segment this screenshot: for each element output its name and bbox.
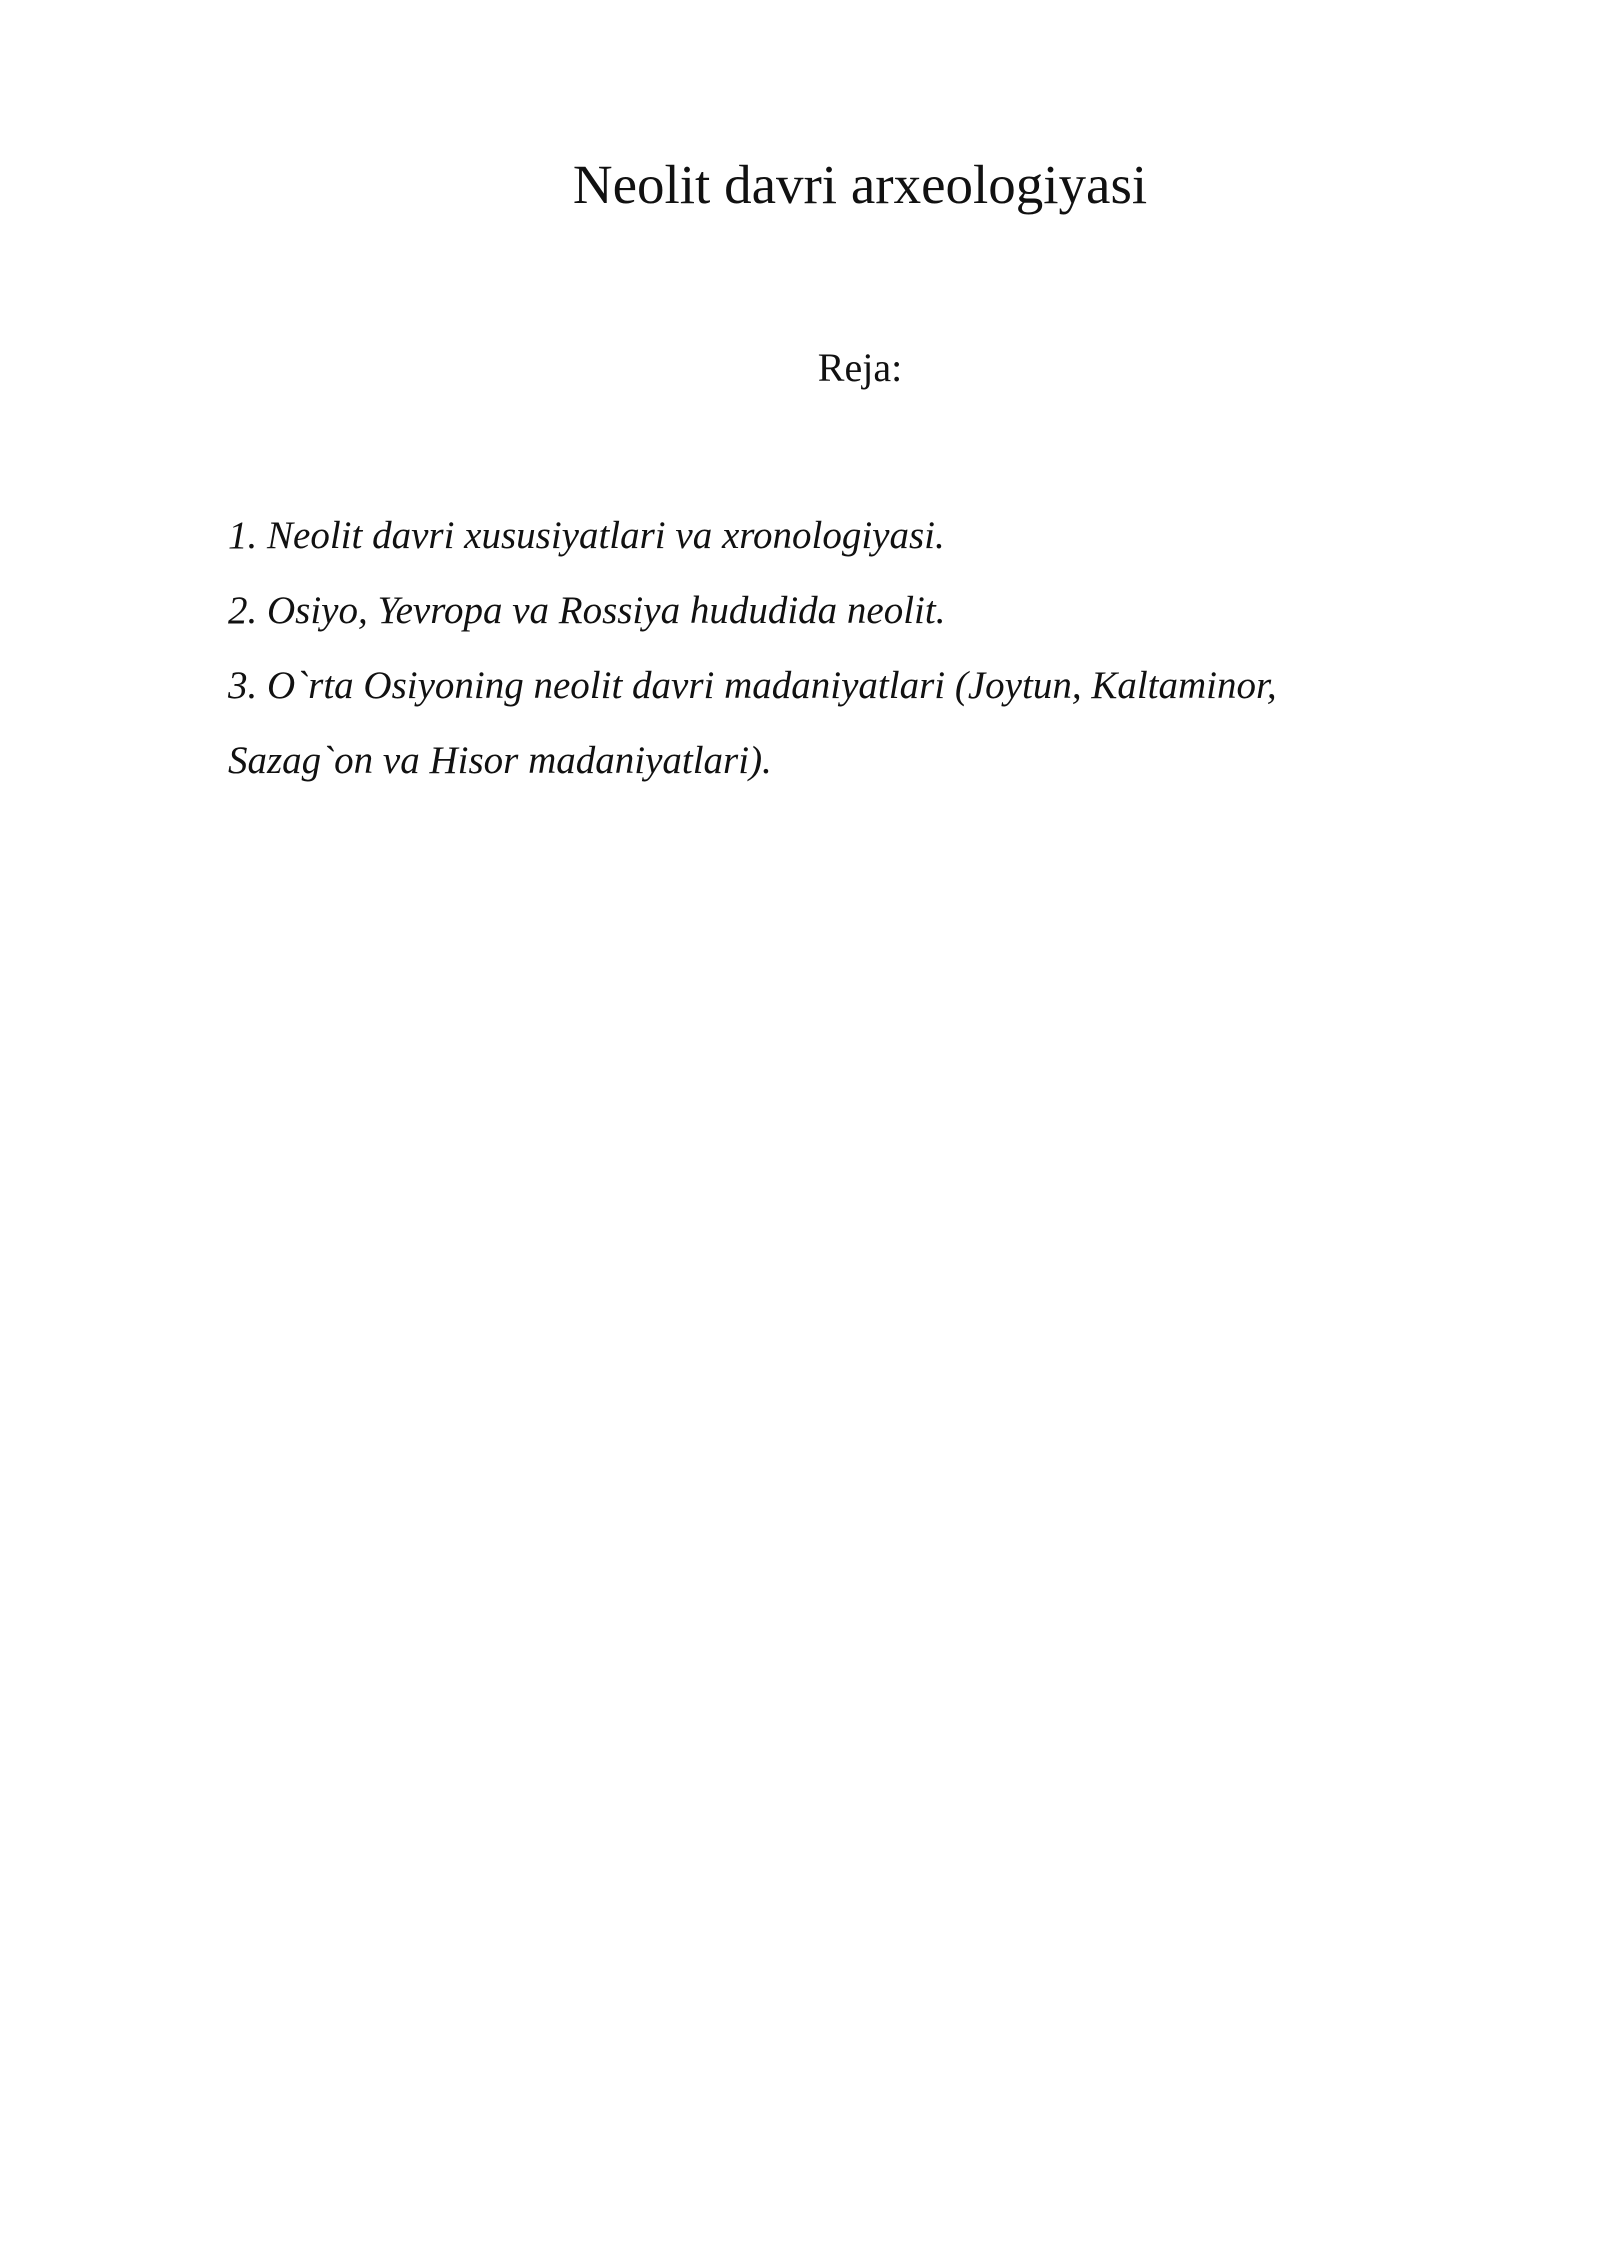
- plan-list: [228, 498, 1408, 798]
- plan-item-2: 2. Osiyo, Yevropa va Rossiya hududida neolit.: [228, 589, 946, 632]
- plan-item-3: 3. O`rta Osiyoning neolit davri madaniyatlari (Joytun, Kaltaminor, Sazag`on va Hisor madaniyatlari).: [228, 664, 1277, 782]
- plan-item-1: 1. Neolit davri xususiyatlari va xronologiyasi.: [228, 514, 945, 557]
- plan-heading: Reja:: [817, 345, 903, 390]
- document-title: Neolit davri arxeologiyasi: [572, 154, 1148, 215]
